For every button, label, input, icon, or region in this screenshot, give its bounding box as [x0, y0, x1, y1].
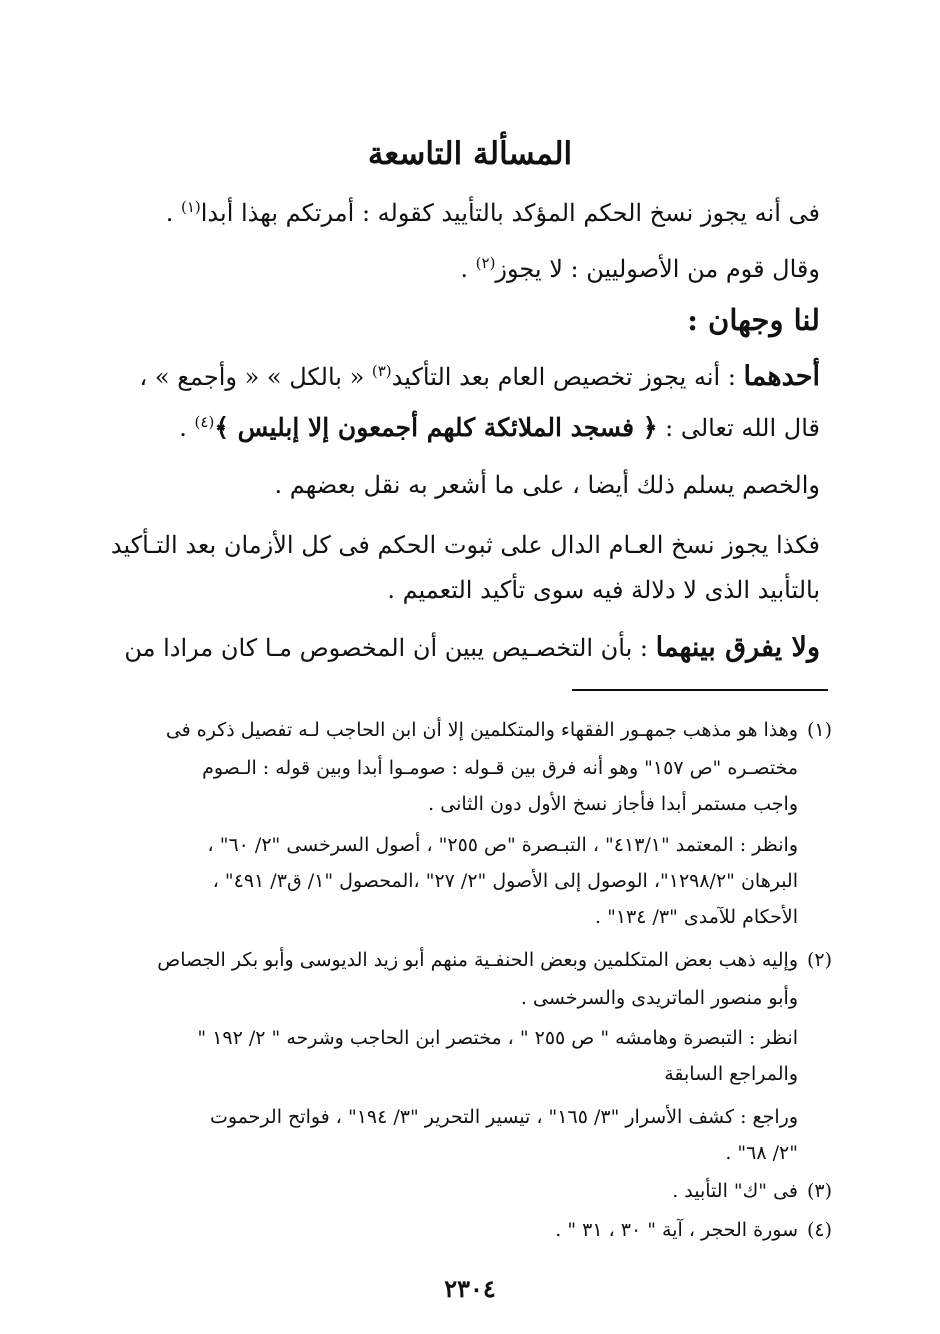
footnote-number: (٢): [806, 949, 832, 971]
body-line-7: فكذا يجوز نسخ العـام الدال على ثبوت الحكم فى كل الأزمان بعد التـأكيد: [110, 531, 820, 559]
body-line-2: [120, 249, 820, 289]
footnote-3: [672, 1175, 832, 1208]
body-line-9: [120, 628, 820, 668]
lead-word-first: أحدهما: [743, 361, 820, 392]
footnote-1-line-2: مختصـره "ص ١٥٧" وهو أنه فرق بين قـوله : صومـوا أبدا وبين قوله : الـصوم: [202, 757, 798, 779]
footnote-2-line-1: [157, 944, 832, 977]
footnote-2-line-4: والمراجع السابقة: [664, 1063, 798, 1085]
footnote-2-line-2: وأبو منصور الماتريدى والسرخسى .: [520, 987, 798, 1009]
footnote-4: [555, 1214, 832, 1247]
footnote-number: (١): [806, 719, 832, 741]
body-text: فى أنه يجوز نسخ الحكم المؤكد بالتأييد كقوله : أمرتكم بهذا أبدا: [200, 199, 820, 227]
footnote-1-line-3: واجب مستمر أبدا فأجاز نسخ الأول دون الثانى .: [428, 793, 798, 815]
body-line-8: بالتأبيد الذى لا دلالة فيه سوى تأكيد التعميم .: [387, 576, 820, 604]
footnote-text: وإليه ذهب بعض المتكلمين وبعض الحنفـية منهم أبو زيد الديوسى وأبو بكر الجصاص: [157, 949, 798, 971]
body-text: : أنه يجوز تخصيص العام بعد التأكيد: [391, 363, 744, 391]
footnote-text: سورة الحجر ، آية " ٣٠ ، ٣١ " .: [555, 1219, 798, 1241]
footnote-number: (٤): [806, 1219, 832, 1241]
punctuation: .: [460, 255, 476, 283]
footnote-text: وهذا هو مذهب جمهـور الفقهاء والمتكلمين إلا أن ابن الحاجب لـه تفصيل ذكره فى: [165, 719, 798, 741]
punctuation: .: [179, 414, 195, 442]
body-line-4: [120, 357, 820, 397]
subheading-two-aspects: لنا وجهان :: [687, 303, 820, 337]
body-text: : بأن التخصـيص يبين أن المخصوص مـا كان مرادا من: [124, 634, 656, 662]
body-line-5: [120, 408, 820, 448]
footnote-1-line-5: البرهان "١٢٩٨/٢"، الوصول إلى الأصول "٢/ ٢٧" ،المحصول "١/ ق٣/ ٤٩١" ،: [212, 870, 798, 892]
footnote-number: (٣): [806, 1180, 832, 1202]
footnote-2-line-5: وراجع : كشف الأسرار "٣/ ١٦٥" ، تيسير التحرير "٣/ ١٩٤" ، فواتح الرحموت: [210, 1106, 798, 1128]
footnote-ref-2[interactable]: (٢): [475, 254, 496, 272]
footnote-separator: [572, 689, 828, 691]
footnote-2-line-3: انظر : التبصرة وهامشه " ص ٢٥٥ " ، مختصر ابن الحاجب وشرحه " ٢/ ١٩٢ ": [197, 1027, 798, 1049]
page-number: ٢٣٠٤: [444, 1274, 496, 1303]
footnote-ref-1[interactable]: (١): [180, 198, 201, 216]
footnote-1-line-4: وانظر : المعتمد "٤١٣/١" ، التبـصرة "ص ٢٥٥" ، أصول السرخسى "٢/ ٦٠" ،: [207, 834, 798, 856]
body-line-6: والخصم يسلم ذلك أيضا ، على ما أشعر به نقل بعضهم .: [274, 471, 820, 499]
footnote-2-line-6: "٢/ ٦٨" .: [725, 1142, 798, 1164]
footnote-text: فى "ك" التأبيد .: [672, 1180, 798, 1202]
body-line-1: [120, 193, 820, 233]
body-text: « بالكل » « وأجمع » ،: [139, 363, 372, 391]
body-text: وقال قوم من الأصوليين : لا يجوز: [495, 255, 820, 283]
body-text: قال الله تعالى :: [657, 414, 820, 442]
footnote-1-line-6: الأحكام للآمدى "٣/ ١٣٤" .: [595, 906, 798, 928]
punctuation: .: [165, 199, 181, 227]
footnote-1-line-1: [166, 714, 832, 747]
lead-word-no-difference: ولا يفرق بينهما: [655, 632, 820, 663]
footnote-ref-4[interactable]: (٤): [194, 413, 215, 431]
quran-verse: ﴿ فسجد الملائكة كلهم أجمعون إلا إبليس ﴾: [214, 413, 658, 442]
section-title: المسألة التاسعة: [367, 136, 573, 172]
footnote-ref-3[interactable]: (٣): [371, 362, 392, 380]
